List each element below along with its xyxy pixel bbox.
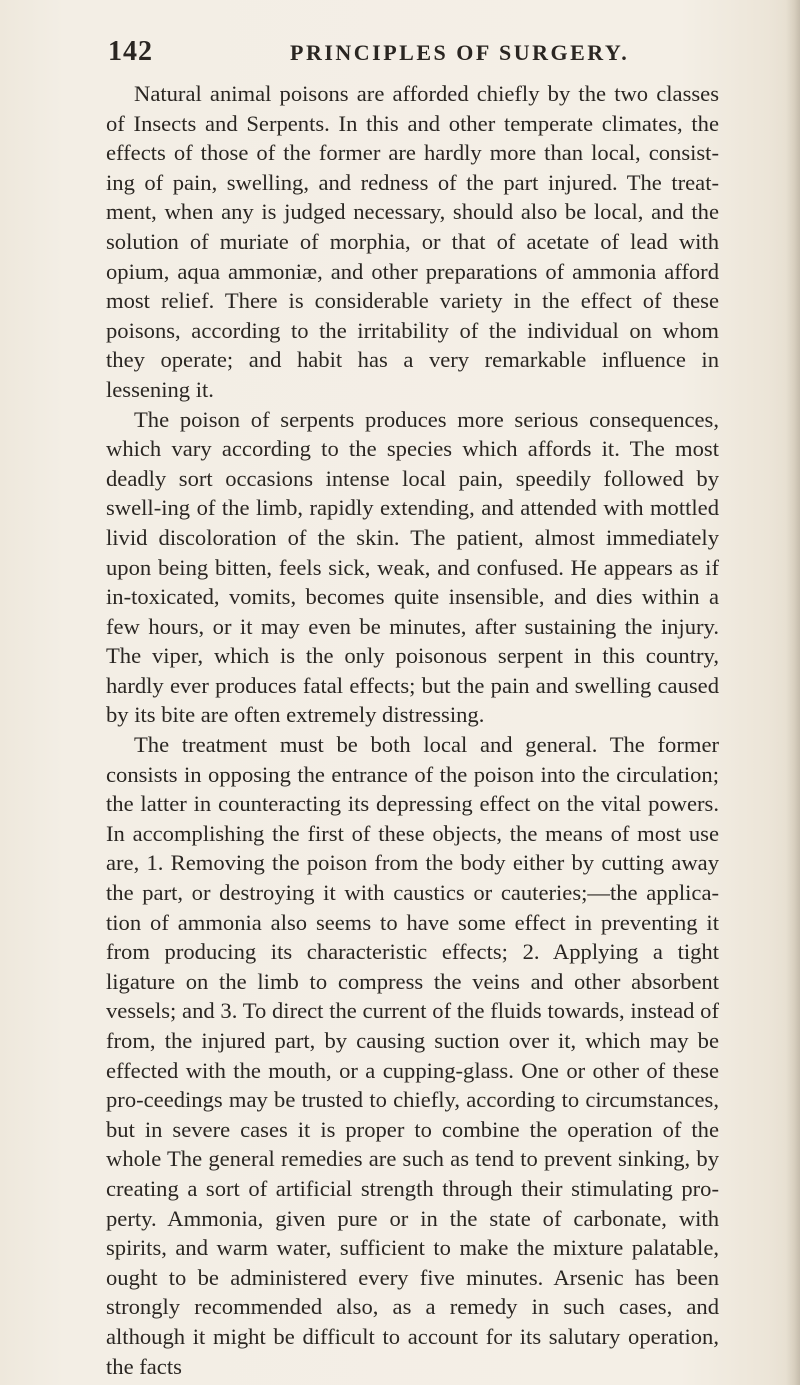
page-header: [108, 36, 708, 70]
paragraph-treatment: The treatment must be both local and general. The former consists in opposing the entrance of the poison into the circulation; the latter in counteracting its depressing effect on the vital powers. In accomplishing the first of these objects, the means of most use are, 1. Removing the poison from the body either by cutting away the part, or destroying it with caustics or cauteries;—the applica-tion of ammonia also seems to have some effect in preventing it from producing its characteristic effects; 2. Applying a tight ligature on the limb to compress the veins and other absorbent vessels; and 3. To direct the current of the fluids towards, instead of from, the injured part, by causing suction over it, which may be effected with the mouth, or a cupping-glass. One or other of these pro-ceedings may be trusted to chiefly, according to circumstances, but in severe cases it is proper to combine the operation of the whole The general remedies are such as tend to prevent sinking, by creating a sort of artificial strength through their stimulating pro-perty. Ammonia, given pure or in the state of carbonate, with spirits, and warm water, sufficient to make the mixture palatable, ought to be administered every five minutes. Arsenic has been strongly recommended also, as a remedy in such cases, and although it might be difficult to account for its salutary operation, the facts: [106, 732, 719, 1379]
paragraph-insect-poisons: Natural animal poisons are afforded chiefly by the two classes of Insects and Serpents. In this and other temperate climates, the effects of those of the former are hardly more than local, consist-ing of pain, swelling, and redness of the part injured. The treat-ment, when any is judged necessary, should also be local, and the solution of muriate of morphia, or that of acetate of lead with opium, aqua ammoniæ, and other preparations of ammonia afford most relief. There is considerable variety in the effect of these poisons, according to the irritability of the individual on whom they operate; and habit has a very remarkable influence in lessening it.: [106, 81, 719, 402]
page-number: 142: [108, 36, 153, 67]
paragraph-serpent-poisons: The poison of serpents produces more serious consequences, which vary according to the species which affords it. The most deadly sort occasions intense local pain, speedily followed by swell-ing of the limb, rapidly extending, and attended with mottled livid discoloration of the skin. The patient, almost immediately upon being bitten, feels sick, weak, and confused. He appears as if in-toxicated, vomits, becomes quite insensible, and dies within a few hours, or it may even be minutes, after sustaining the injury. The viper, which is the only poisonous serpent in this country, hardly ever produces fatal effects; but the pain and swelling caused by its bite are often extremely distressing.: [106, 406, 719, 728]
running-head: PRINCIPLES OF SURGERY.: [290, 40, 630, 65]
body-text: [106, 79, 719, 1381]
page-edge-shadow: [786, 0, 800, 1385]
